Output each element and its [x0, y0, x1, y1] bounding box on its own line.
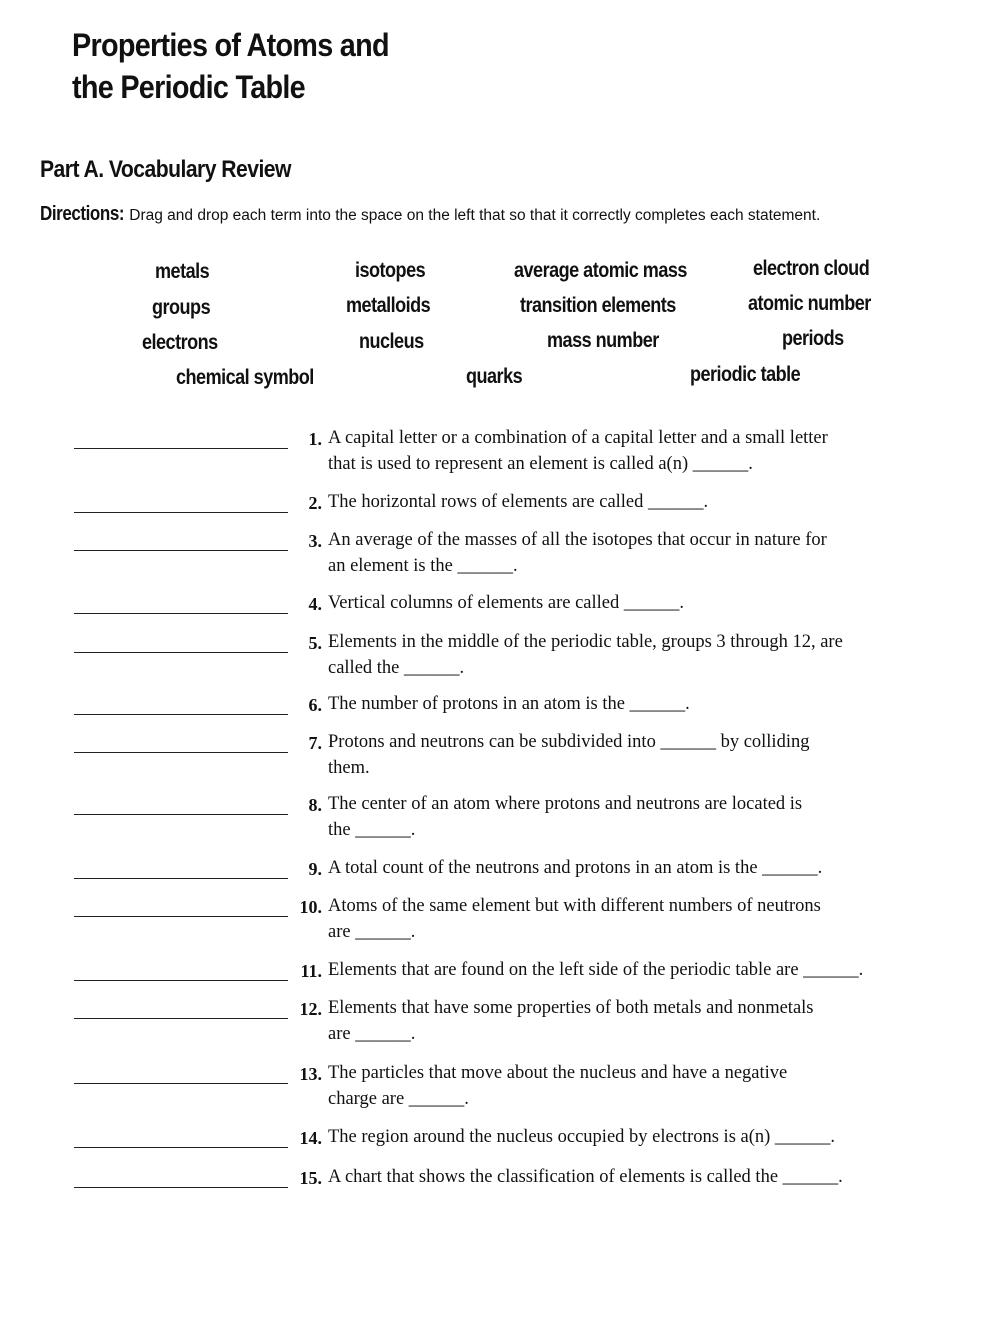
- question-number: 15.: [299, 1168, 322, 1188]
- title-line-2: the Periodic Table: [72, 69, 305, 105]
- answer-drop-zone-11[interactable]: [74, 956, 288, 981]
- question-line: Protons and neutrons can be subdivided into ______ by colliding: [328, 732, 810, 752]
- directions-text: Drag and drop each term into the space on the left that so that it correctly completes each statement.: [124, 207, 821, 224]
- term-periods[interactable]: periods: [782, 327, 844, 350]
- answer-drop-zone-8[interactable]: [74, 790, 288, 815]
- answer-drop-zone-3[interactable]: [74, 526, 288, 551]
- question-number: 11.: [300, 961, 322, 981]
- term-groups[interactable]: groups: [152, 296, 211, 319]
- question-number: 14.: [299, 1128, 322, 1148]
- question-number: 2.: [308, 493, 322, 513]
- question-text: [328, 791, 968, 843]
- question-number: 1.: [308, 429, 322, 449]
- question-number: 5.: [308, 633, 322, 653]
- question-line: A capital letter or a combination of a capital letter and a small letter: [328, 428, 828, 448]
- question-line: called the ______.: [328, 658, 465, 678]
- question-line: The region around the nucleus occupied by electrons is a(n) ______.: [328, 1127, 836, 1147]
- question-line: Atoms of the same element but with different numbers of neutrons: [328, 896, 821, 916]
- question-number: 9.: [308, 859, 322, 879]
- question-number: 3.: [308, 531, 322, 551]
- question-text: [328, 995, 968, 1047]
- question-line: are ______.: [328, 1024, 416, 1044]
- question-text: [328, 893, 968, 945]
- title-line-1: Properties of Atoms and: [72, 27, 389, 63]
- question-line: that is used to represent an element is called a(n) ______.: [328, 454, 753, 474]
- answer-drop-zone-4[interactable]: [74, 589, 288, 614]
- worksheet-title: [72, 24, 389, 108]
- term-mass-number[interactable]: mass number: [547, 329, 659, 352]
- question-number: 8.: [308, 795, 322, 815]
- question-line: Vertical columns of elements are called ______.: [328, 593, 684, 613]
- question-line: the ______.: [328, 820, 416, 840]
- question-number: 7.: [308, 733, 322, 753]
- term-metals[interactable]: metals: [155, 260, 210, 283]
- question-text: [328, 691, 968, 717]
- question-number: 4.: [308, 594, 322, 614]
- question-text: [328, 629, 968, 681]
- term-average-atomic-mass[interactable]: average atomic mass: [514, 259, 687, 282]
- question-text: [328, 1164, 968, 1190]
- term-atomic-number[interactable]: atomic number: [748, 292, 871, 315]
- question-text: [328, 425, 968, 477]
- question-line: The number of protons in an atom is the ______.: [328, 694, 690, 714]
- answer-drop-zone-14[interactable]: [74, 1123, 288, 1148]
- question-line: The center of an atom where protons and neutrons are located is: [328, 794, 803, 814]
- question-line: Elements that are found on the left side of the periodic table are ______.: [328, 960, 864, 980]
- question-text: [328, 957, 968, 983]
- question-number: 6.: [308, 695, 322, 715]
- question-line: An average of the masses of all the isotopes that occur in nature for: [328, 530, 827, 550]
- question-line: them.: [328, 758, 370, 778]
- question-line: Elements that have some properties of both metals and nonmetals: [328, 998, 814, 1018]
- question-text: [328, 590, 968, 616]
- question-line: A total count of the neutrons and protons in an atom is the ______.: [328, 858, 823, 878]
- directions-label: Directions:: [40, 203, 125, 225]
- answer-drop-zone-2[interactable]: [74, 488, 288, 513]
- question-number: 10.: [299, 897, 322, 917]
- answer-drop-zone-13[interactable]: [74, 1059, 288, 1084]
- question-line: A chart that shows the classification of elements is called the ______.: [328, 1167, 843, 1187]
- question-text: [328, 489, 968, 515]
- question-number: 12.: [299, 999, 322, 1019]
- question-line: The horizontal rows of elements are called ______.: [328, 492, 709, 512]
- question-text: [328, 729, 968, 781]
- question-line: charge are ______.: [328, 1089, 469, 1109]
- question-text: [328, 527, 968, 579]
- directions: [40, 203, 820, 226]
- answer-drop-zone-6[interactable]: [74, 690, 288, 715]
- term-metalloids[interactable]: metalloids: [346, 294, 431, 317]
- term-nucleus[interactable]: nucleus: [359, 330, 424, 353]
- part-heading: Part A. Vocabulary Review: [40, 156, 291, 183]
- answer-drop-zone-9[interactable]: [74, 854, 288, 879]
- term-chemical-symbol[interactable]: chemical symbol: [176, 366, 314, 389]
- term-electrons[interactable]: electrons: [142, 331, 218, 354]
- answer-drop-zone-1[interactable]: [74, 424, 288, 449]
- answer-drop-zone-5[interactable]: [74, 628, 288, 653]
- question-text: [328, 855, 968, 881]
- question-number: 13.: [299, 1064, 322, 1084]
- answer-drop-zone-10[interactable]: [74, 892, 288, 917]
- question-text: [328, 1060, 968, 1112]
- answer-drop-zone-7[interactable]: [74, 728, 288, 753]
- term-electron-cloud[interactable]: electron cloud: [753, 257, 870, 280]
- term-isotopes[interactable]: isotopes: [355, 259, 426, 282]
- term-periodic-table[interactable]: periodic table: [690, 363, 801, 386]
- question-line: Elements in the middle of the periodic table, groups 3 through 12, are: [328, 632, 843, 652]
- answer-drop-zone-15[interactable]: [74, 1163, 288, 1188]
- answer-drop-zone-12[interactable]: [74, 994, 288, 1019]
- question-line: are ______.: [328, 922, 416, 942]
- term-quarks[interactable]: quarks: [466, 365, 523, 388]
- question-line: an element is the ______.: [328, 556, 518, 576]
- term-transition-elements[interactable]: transition elements: [520, 294, 676, 317]
- question-text: [328, 1124, 968, 1150]
- question-line: The particles that move about the nucleus and have a negative: [328, 1063, 788, 1083]
